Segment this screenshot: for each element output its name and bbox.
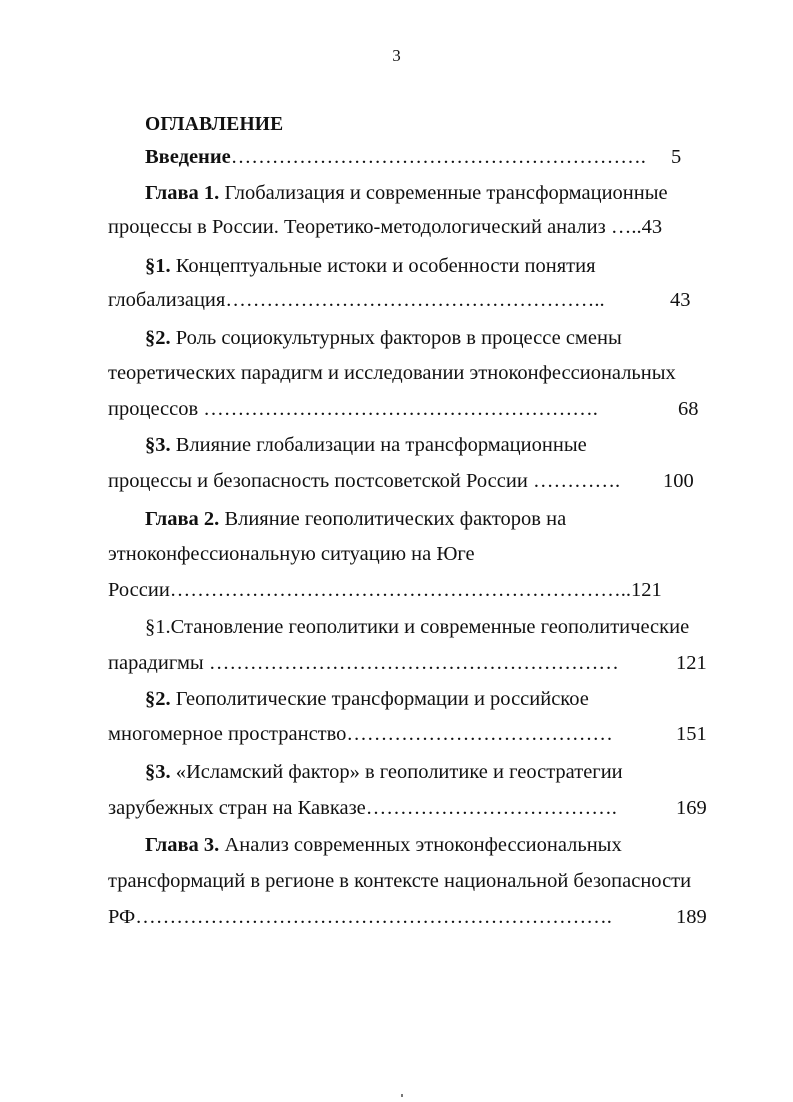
- toc-page-number: 151: [676, 723, 707, 745]
- toc-section-2-1: §1.Становление геополитики и современные геополитические: [145, 616, 690, 638]
- toc-entry-text: Геополитические трансформации и российское: [170, 688, 589, 710]
- toc-page-number: 121: [676, 652, 707, 674]
- toc-section-1-3: [145, 433, 587, 457]
- toc-section-label: §2.: [145, 327, 171, 349]
- toc-entry-text: Влияние глобализации на трансформационные: [170, 434, 587, 456]
- toc-entry-text: многомерное пространство…………………………………: [108, 723, 613, 745]
- toc-entry-text: Глобализация и современные трансформационные: [219, 182, 668, 204]
- toc-page-number: 100: [663, 470, 694, 492]
- toc-entry-text: глобализация………………………………………………..: [108, 289, 605, 311]
- toc-entry-text: зарубежных стран на Кавказе……………………………….: [108, 797, 617, 819]
- page-number: 3: [392, 46, 401, 65]
- toc-page-number: 189: [676, 906, 707, 928]
- toc-page-number: 5: [671, 146, 682, 168]
- toc-chapter-2: [145, 507, 566, 531]
- toc-entry-text: процессы в России. Теоретико-методологический анализ …..43: [108, 216, 663, 238]
- toc-entry-text: процессы и безопасность постсоветской России ………….: [108, 470, 621, 492]
- toc-entry-text: России…………………………………………………………..121: [108, 579, 662, 601]
- toc-section-label: §1.: [145, 255, 171, 277]
- toc-section-label: §3.: [145, 761, 171, 783]
- toc-page-number: 43: [670, 289, 691, 311]
- toc-entry-title: Введение: [145, 146, 231, 168]
- toc-entry-text: парадигмы ……………………………………………………: [108, 652, 619, 674]
- toc-leader: …………………………………………………….: [230, 146, 646, 168]
- toc-entry-text: Анализ современных этноконфессиональных: [219, 834, 622, 856]
- toc-heading: ОГЛАВЛЕНИЕ: [145, 114, 284, 135]
- toc-entry-text: «Исламский фактор» в геополитике и геостратегии: [170, 761, 623, 783]
- toc-entry-text: трансформаций в регионе в контексте национальной безопасности: [108, 870, 692, 892]
- toc-chapter-1: [145, 181, 668, 205]
- toc-chapter-label: Глава 3.: [145, 834, 220, 856]
- toc-section-2-2: [145, 687, 589, 711]
- toc-entry-text: Концептуальные истоки и особенности понятия: [170, 255, 596, 277]
- toc-entry-text: теоретических парадигм и исследовании этноконфессиональных: [108, 362, 676, 384]
- toc-entry-text: РФ…………………………………………………………….: [108, 906, 612, 928]
- toc-entry-text: этноконфессиональную ситуацию на Юге: [108, 543, 475, 565]
- toc-entry-text: Влияние геополитических факторов на: [219, 508, 567, 530]
- toc-chapter-label: Глава 1.: [145, 182, 220, 204]
- toc-chapter-label: Глава 2.: [145, 508, 220, 530]
- toc-entry-text: процессов ………………………………………………….: [108, 398, 598, 420]
- toc-section-2-3: [145, 760, 623, 784]
- toc-section-1-2: [145, 326, 622, 350]
- toc-chapter-3: [145, 833, 622, 857]
- toc-entry-text: Роль социокультурных факторов в процессе смены: [170, 327, 622, 349]
- toc-entry-intro: [145, 145, 646, 169]
- toc-section-label: §3.: [145, 434, 171, 456]
- toc-page-number: 169: [676, 797, 707, 819]
- scan-speck: [401, 1094, 403, 1097]
- toc-page-number: 68: [678, 398, 699, 420]
- toc-section-1-1: [145, 254, 596, 278]
- toc-section-label: §2.: [145, 688, 171, 710]
